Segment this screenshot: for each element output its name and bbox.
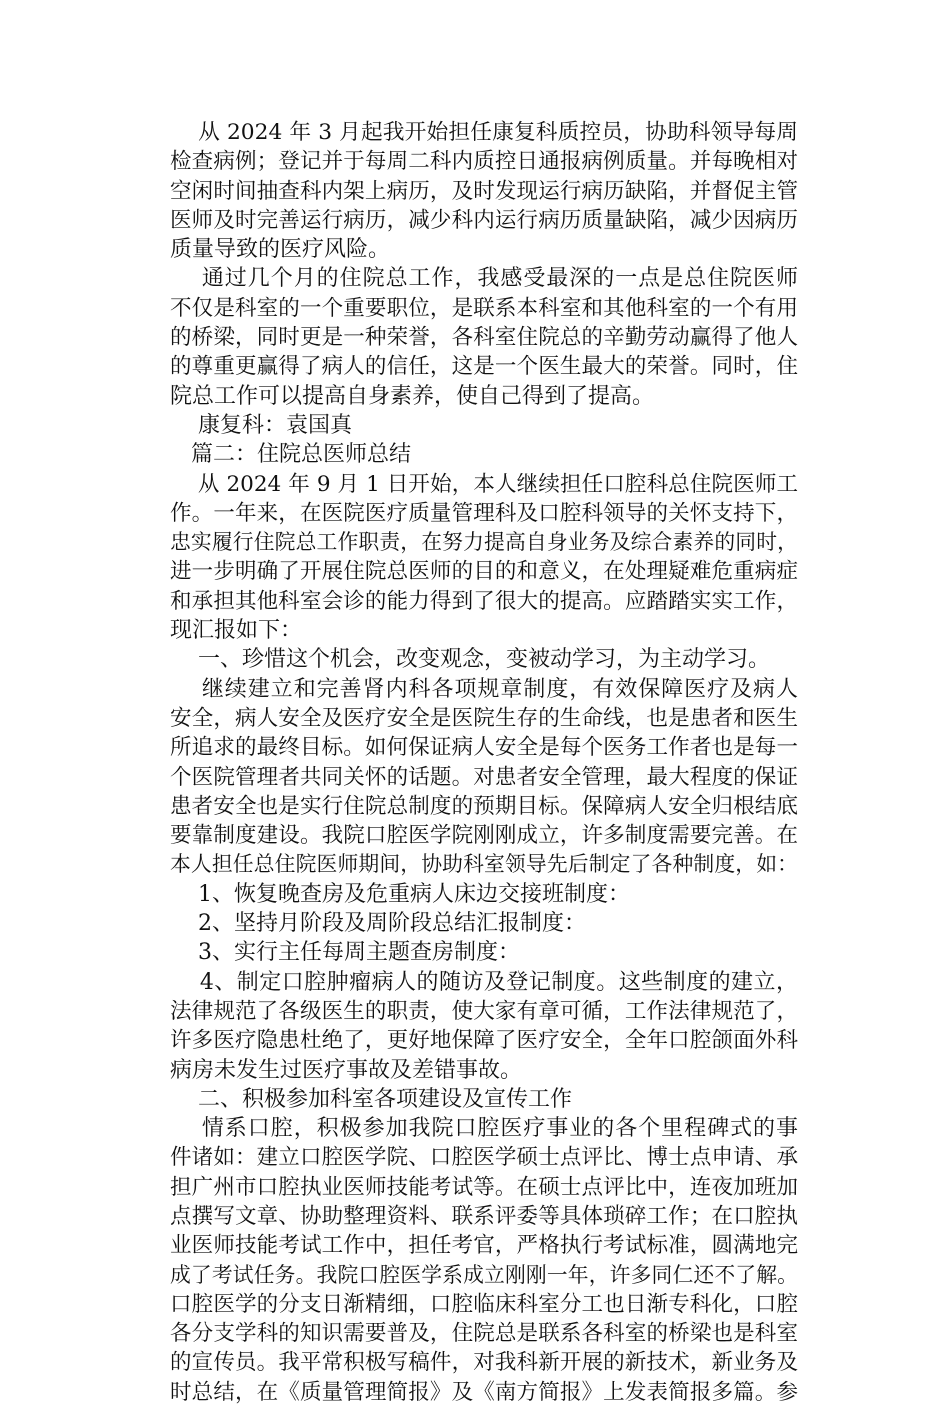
text-line: 现汇报如下： xyxy=(170,618,303,644)
text-line: 作。一年来，在医院医疗质量管理科及口腔科领导的关怀支持下， xyxy=(170,500,798,526)
text-line: 忠实履行住院总工作职责，在努力提高自身业务及综合素养的同时， xyxy=(170,530,798,555)
text-line: 安全，病人安全及医疗安全是医院生存的生命线，也是患者和医生 xyxy=(170,705,798,731)
text-line: 患者安全也是实行住院总制度的预期目标。保障病人安全归根结底 xyxy=(170,793,798,819)
text-line: 不仅是科室的一个重要职位，是联系本科室和其他科室的一个有用 xyxy=(170,295,798,321)
text-line: 2、坚持月阶段及周阶段总结汇报制度： xyxy=(170,911,586,937)
text-line: 篇二：住院总医师总结 xyxy=(170,442,411,468)
text-line: 情系口腔，积极参加我院口腔医疗事业的各个里程碑式的事 xyxy=(170,1116,798,1142)
text-line: 件诸如：建立口腔医学院、口腔医学硕士点评比、博士点申请、承 xyxy=(170,1145,798,1171)
text-line: 点撰写文章、协助整理资料、联系评委等具体琐碎工作；在口腔执 xyxy=(170,1203,798,1229)
text-line: 的桥梁，同时更是一种荣誉，各科室住院总的辛勤劳动赢得了他人 xyxy=(170,325,798,351)
text-line: 通过几个月的住院总工作，我感受最深的一点是总住院医师 xyxy=(170,266,798,292)
text-line: 的宣传员。我平常积极写稿件，对我科新开展的新技术，新业务及 xyxy=(170,1350,798,1376)
text-line: 的尊重更赢得了病人的信任，这是一个医生最大的荣誉。同时，住 xyxy=(170,354,798,380)
text-line: 继续建立和完善肾内科各项规章制度，有效保障医疗及病人 xyxy=(170,676,798,702)
text-line: 业医师技能考试工作中，担任考官，严格执行考试标准，圆满地完 xyxy=(170,1233,798,1259)
text-line: 医师及时完善运行病历，减少科内运行病历质量缺陷，减少因病历 xyxy=(170,207,798,233)
text-line: 质量导致的医疗风险。 xyxy=(170,237,391,263)
text-line: 4、制定口腔肿瘤病人的随访及登记制度。这些制度的建立， xyxy=(170,969,798,995)
text-line: 院总工作可以提高自身素养，使自己得到了提高。 xyxy=(170,383,655,409)
text-line: 病房未发生过医疗事故及差错事故。 xyxy=(170,1057,523,1083)
text-line: 和承担其他科室会诊的能力得到了很大的提高。应踏踏实实工作， xyxy=(170,588,798,614)
text-line: 一、珍惜这个机会，改变观念，变被动学习，为主动学习。 xyxy=(170,647,770,673)
text-line: 3、实行主任每周主题查房制度： xyxy=(170,940,520,966)
text-line: 各分支学科的知识需要普及，住院总是联系各科室的桥梁也是科室 xyxy=(170,1321,798,1347)
text-line: 1、恢复晚查房及危重病人床边交接班制度： xyxy=(170,881,630,907)
text-line: 二、积极参加科室各项建设及宣传工作 xyxy=(170,1086,572,1112)
text-line: 本人担任总住院医师期间，协助科室领导先后制定了各种制度，如： xyxy=(170,852,798,877)
text-line: 担广州市口腔执业医师技能考试等。在硕士点评比中，连夜加班加 xyxy=(170,1174,798,1200)
text-line: 进一步明确了开展住院总医师的目的和意义，在处理疑难危重病症 xyxy=(170,559,798,585)
text-line: 成了考试任务。我院口腔医学系成立刚刚一年，许多同仁还不了解。 xyxy=(170,1262,798,1287)
text-line: 许多医疗隐患杜绝了，更好地保障了医疗安全，全年口腔颌面外科 xyxy=(170,1028,798,1054)
text-line: 从 2024 年 3 月起我开始担任康复科质控员，协助科领导每周 xyxy=(170,120,798,145)
text-line: 个医院管理者共同关怀的话题。对患者安全管理，最大程度的保证 xyxy=(170,764,798,790)
text-line: 空闲时间抽查科内架上病历，及时发现运行病历缺陷，并督促主管 xyxy=(170,178,798,204)
text-line: 时总结，在《质量管理简报》及《南方简报》上发表简报多篇。参 xyxy=(170,1379,798,1405)
text-line: 检查病例；登记并于每周二科内质控日通报病例质量。并每晚相对 xyxy=(170,149,798,175)
text-line: 口腔医学的分支日渐精细，口腔临床科室分工也日渐专科化，口腔 xyxy=(170,1291,798,1317)
text-line: 从 2024 年 9 月 1 日开始，本人继续担任口腔科总住院医师工 xyxy=(170,471,798,497)
text-line: 法律规范了各级医生的职责，使大家有章可循，工作法律规范了， xyxy=(170,998,798,1024)
text-line: 康复科：袁国真 xyxy=(170,412,352,438)
document-body xyxy=(170,118,798,1407)
text-line: 所追求的最终目标。如何保证病人安全是每个医务工作者也是每一 xyxy=(170,735,798,761)
text-line: 要靠制度建设。我院口腔医学院刚刚成立，许多制度需要完善。在 xyxy=(170,823,798,849)
